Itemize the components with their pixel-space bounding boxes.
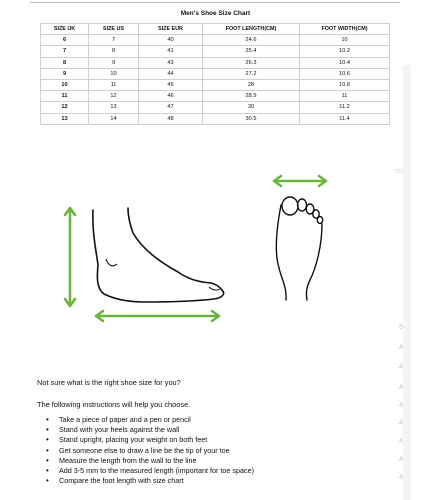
- cell-size-uk: 8: [41, 57, 89, 68]
- list-item: • Take a piece of paper and a pen or pencil: [38, 415, 254, 425]
- cell-foot-width: 11: [300, 91, 390, 102]
- header-size-us: SIZE US: [89, 24, 139, 35]
- cell-size-uk: 11: [41, 91, 89, 102]
- measurement-steps-list: [38, 415, 254, 486]
- cell-size-us: 8: [89, 46, 139, 57]
- background-text-fragment: 4: [399, 474, 403, 481]
- chart-title: Men's Shoe Size Chart: [180, 10, 251, 17]
- cell-size-eur: 41: [139, 46, 203, 57]
- header-foot-width: FOOT WIDTH(CM): [300, 24, 390, 35]
- cell-size-uk: 13: [41, 113, 89, 124]
- list-item: • Add 3-5 mm to the measured length (important for toe space): [38, 466, 254, 476]
- cell-foot-width: 10.4: [300, 57, 390, 68]
- cell-size-us: 13: [89, 102, 139, 113]
- background-text-fragment: 4: [399, 402, 403, 409]
- length-arrow-icon: [96, 311, 219, 321]
- cell-size-uk: 12: [41, 102, 89, 113]
- cell-foot-width: 10.2: [300, 46, 390, 57]
- background-text-fragment: 4: [399, 438, 403, 445]
- background-text-fragment: 4: [399, 344, 403, 351]
- list-item: • Compare the foot length with size chart: [38, 476, 254, 486]
- cell-size-eur: 43: [139, 57, 203, 68]
- background-text-fragment: 4: [399, 384, 403, 391]
- header-size-eur: SIZE EUR: [139, 24, 203, 35]
- cell-size-uk: 10: [41, 79, 89, 90]
- cell-size-uk: 9: [41, 68, 89, 79]
- cell-foot-length: 28: [203, 79, 300, 90]
- cell-size-eur: 48: [139, 113, 203, 124]
- cell-size-us: 11: [89, 79, 139, 90]
- cell-size-eur: 46: [139, 91, 203, 102]
- cell-foot-length: 24.6: [203, 35, 300, 46]
- header-foot-length: FOOT LENGTH(CM): [203, 24, 300, 35]
- background-text-fragment: 4: [399, 420, 403, 427]
- foot-side-view-icon: [93, 208, 224, 302]
- cell-foot-width: 10.6: [300, 68, 390, 79]
- ankle-detail-icon: [106, 259, 117, 266]
- background-text-fragment: tes: [395, 168, 405, 175]
- list-item: • Stand with your heels against the wall: [38, 425, 254, 435]
- cell-foot-width: 10.8: [300, 79, 390, 90]
- cell-size-us: 7: [89, 35, 139, 46]
- cell-size-uk: 6: [41, 35, 89, 46]
- width-arrow-icon: [274, 176, 326, 186]
- cell-foot-width: 11.2: [300, 102, 390, 113]
- cell-foot-length: 27.2: [203, 68, 300, 79]
- header-size-uk: SIZE UK: [41, 24, 89, 35]
- cell-foot-length: 28.9: [203, 91, 300, 102]
- foot-top-view-icon: [276, 197, 322, 300]
- cell-size-uk: 7: [41, 46, 89, 57]
- background-text-fragment: 5: [399, 324, 403, 331]
- cell-foot-length: 30: [203, 102, 300, 113]
- cell-foot-length: 25.4: [203, 46, 300, 57]
- height-arrow-icon: [65, 208, 75, 306]
- cell-size-eur: 47: [139, 102, 203, 113]
- cell-size-eur: 45: [139, 79, 203, 90]
- background-text-fragment: 4: [399, 364, 403, 371]
- cell-size-us: 12: [89, 91, 139, 102]
- instructions-intro: The following instructions will help you choose.: [37, 400, 191, 409]
- list-item: • Measure the length from the wall to the line: [38, 456, 254, 466]
- cell-foot-width: 10: [300, 35, 390, 46]
- cell-size-us: 14: [89, 113, 139, 124]
- list-item: • Stand upright, placing your weight on both feet: [38, 435, 254, 445]
- cell-foot-length: 26.3: [203, 57, 300, 68]
- background-text-fragment: 4: [399, 456, 403, 463]
- cell-size-us: 9: [89, 57, 139, 68]
- sizing-question: Not sure what is the right shoe size for you?: [37, 378, 181, 387]
- cell-foot-length: 30.5: [203, 113, 300, 124]
- cell-size-us: 10: [89, 68, 139, 79]
- cell-foot-width: 11.4: [300, 113, 390, 124]
- list-item: • Get someone else to draw a line be the tip of your toe: [38, 446, 254, 456]
- cell-size-eur: 44: [139, 68, 203, 79]
- toe-detail-icon: [209, 287, 220, 290]
- cell-size-eur: 40: [139, 35, 203, 46]
